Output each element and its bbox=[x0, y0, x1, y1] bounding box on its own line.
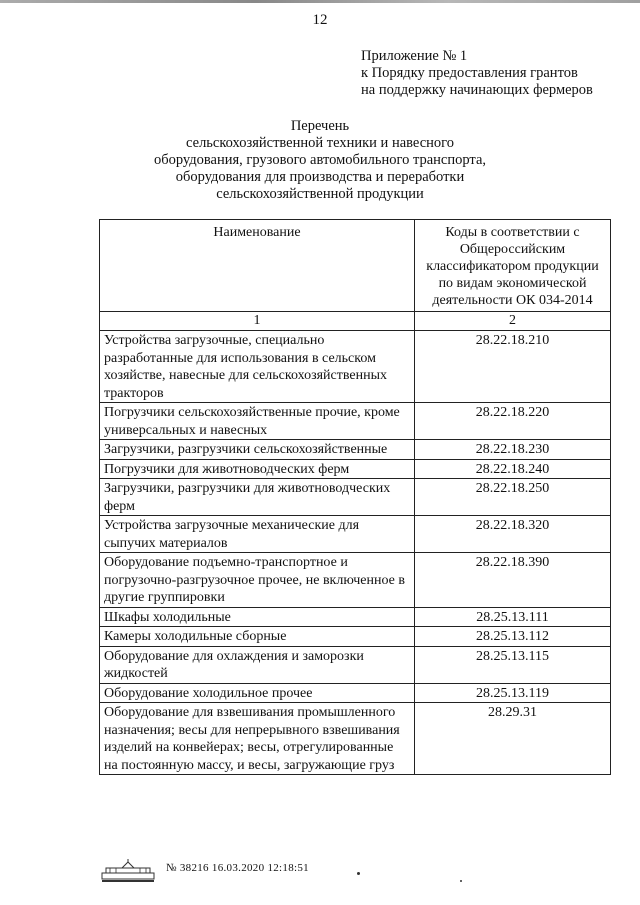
row-name: Оборудование холодильное прочее bbox=[100, 683, 415, 703]
row-name: Оборудование для взвешивания промышленного назначения; весы для непрерывного взвешивания изделий на конвейерах; весы, отрегулированные на постоянную массу, и весы, загружающие груз bbox=[100, 703, 415, 775]
page-number: 12 bbox=[312, 12, 328, 28]
scan-speck bbox=[460, 880, 462, 882]
title-line-4: оборудования для производства и переработки bbox=[175, 169, 465, 185]
table-row bbox=[100, 516, 611, 553]
table-row bbox=[100, 627, 611, 647]
row-name: Шкафы холодильные bbox=[100, 607, 415, 627]
row-code: 28.25.13.115 bbox=[415, 646, 611, 683]
row-code: 28.25.13.119 bbox=[415, 683, 611, 703]
appendix-line-1: Приложение № 1 bbox=[361, 48, 468, 64]
row-code: 28.22.18.390 bbox=[415, 553, 611, 608]
column-number-row bbox=[100, 312, 611, 331]
column-number-1: 1 bbox=[100, 312, 415, 331]
row-code: 28.25.13.112 bbox=[415, 627, 611, 647]
name-column-header: Наименование bbox=[100, 220, 415, 312]
row-code: 28.29.31 bbox=[415, 703, 611, 775]
appendix-line-2: к Порядку предоставления грантов bbox=[361, 65, 578, 81]
row-name: Устройства загрузочные, специально разработанные для использования в сельском хозяйстве, навесные для сельскохозяйственных тракторов bbox=[100, 331, 415, 403]
footer-registration bbox=[166, 862, 309, 874]
row-name: Погрузчики для животноводческих ферм bbox=[100, 459, 415, 479]
table-row bbox=[100, 479, 611, 516]
table-row bbox=[100, 683, 611, 703]
row-code: 28.22.18.320 bbox=[415, 516, 611, 553]
row-name: Загрузчики, разгрузчики сельскохозяйственные bbox=[100, 440, 415, 460]
code-column-header: Коды в соответствии с Общероссийским классификатором продукции по видам экономической деятельности ОК 034-2014 bbox=[415, 220, 611, 312]
table-row bbox=[100, 331, 611, 403]
row-name: Оборудование подъемно-транспортное и погрузочно-разгрузочное прочее, не включенное в другие группировки bbox=[100, 553, 415, 608]
appendix-line-3: на поддержку начинающих фермеров bbox=[361, 82, 593, 98]
table-row bbox=[100, 607, 611, 627]
row-code: 28.22.18.250 bbox=[415, 479, 611, 516]
table-row bbox=[100, 553, 611, 608]
scan-speck bbox=[357, 872, 360, 875]
column-number-2: 2 bbox=[415, 312, 611, 331]
row-code: 28.22.18.220 bbox=[415, 403, 611, 440]
title-line-2: сельскохозяйственной техники и навесного bbox=[186, 135, 454, 151]
title-line-5: сельскохозяйственной продукции bbox=[216, 186, 424, 202]
row-code: 28.22.18.210 bbox=[415, 331, 611, 403]
table-row bbox=[100, 459, 611, 479]
row-name: Устройства загрузочные механические для сыпучих материалов bbox=[100, 516, 415, 553]
row-code: 28.22.18.230 bbox=[415, 440, 611, 460]
row-code: 28.25.13.111 bbox=[415, 607, 611, 627]
row-name: Загрузчики, разгрузчики для животноводческих ферм bbox=[100, 479, 415, 516]
row-name: Погрузчики сельскохозяйственные прочие, кроме универсальных и навесных bbox=[100, 403, 415, 440]
appendix-header bbox=[361, 48, 593, 99]
table-row bbox=[100, 646, 611, 683]
table-row bbox=[100, 703, 611, 775]
row-name: Оборудование для охлаждения и заморозки жидкостей bbox=[100, 646, 415, 683]
registration-number: № 38216 16.03.2020 12:18:51 bbox=[166, 862, 309, 874]
title-line-1: Перечень bbox=[290, 118, 350, 134]
row-name: Камеры холодильные сборные bbox=[100, 627, 415, 647]
equipment-table bbox=[99, 219, 611, 775]
table-header-row bbox=[100, 220, 611, 312]
row-code: 28.22.18.240 bbox=[415, 459, 611, 479]
scan-top-edge bbox=[0, 0, 640, 3]
building-seal-icon bbox=[100, 858, 156, 884]
title-line-3: оборудования, грузового автомобильного транспорта, bbox=[154, 152, 486, 168]
table-row bbox=[100, 440, 611, 460]
document-title bbox=[0, 118, 640, 203]
table-row bbox=[100, 403, 611, 440]
